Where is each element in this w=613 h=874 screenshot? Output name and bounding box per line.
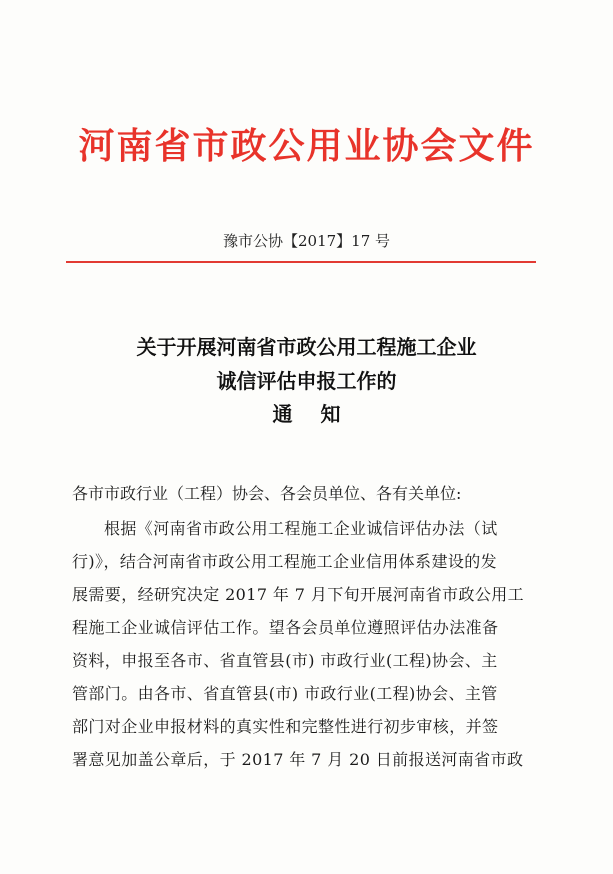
subject-title-line-1: 关于开展河南省市政公用工程施工企业 [136,335,477,359]
subject-title-notice: 通知 [272,402,369,426]
salutation: 各市市政行业（工程）协会、各会员单位、各有关单位: [72,484,462,503]
subject-title-line-2: 诚信评估申报工作的 [216,369,397,393]
document-number: 豫市公协【2017】17 号 [222,232,391,250]
paragraph-line: 根据《河南省市政公用工程施工企业诚信评估办法（试 [104,519,498,538]
organization-header-title: 河南省市政公用业协会文件 [78,125,535,167]
paragraph-line: 署意见加盖公章后，于 2017 年 7 月 20 日前报送河南省市政 [72,750,524,769]
paragraph-line: 展需要，经研究决定 2017 年 7 月下旬开展河南省市政公用工 [72,585,525,604]
paragraph-line: 管部门。由各市、省直管县(市) 市政行业(工程)协会、主管 [72,684,498,703]
paragraph-line: 程施工企业诚信评估工作。望各会员单位遵照评估办法准备 [72,618,499,637]
paragraph-line: 行)》，结合河南省市政公用工程施工企业信用体系建设的发 [72,552,498,571]
red-divider-rule [66,261,536,263]
paragraph-line: 部门对企业申报材料的真实性和完整性进行初步审核，并签 [72,717,499,736]
paragraph-line: 资料，申报至各市、省直管县(市) 市政行业(工程)协会、主 [72,651,498,670]
